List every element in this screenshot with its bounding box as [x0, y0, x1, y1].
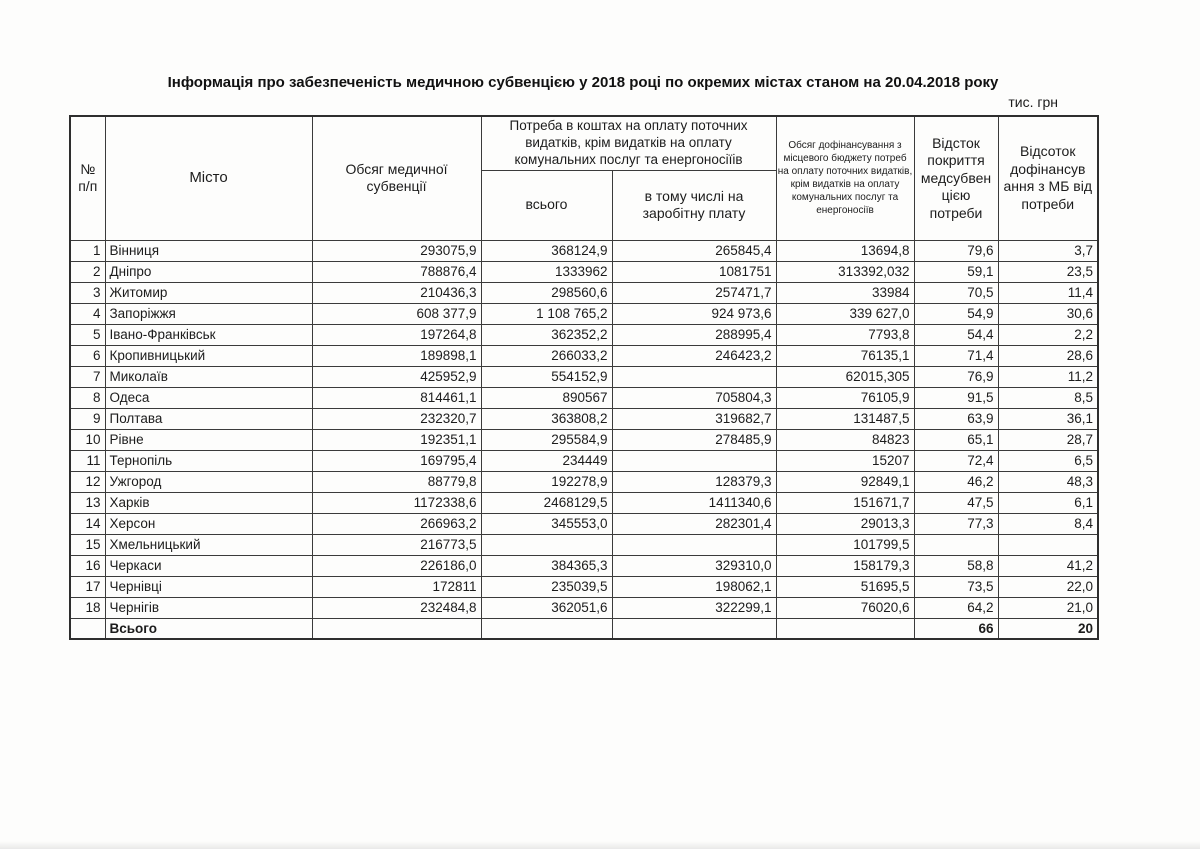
cell-cofinancing-pct: 20 — [998, 618, 1098, 639]
cell-city: Хмельницький — [105, 534, 312, 555]
cell-subvention: 1172338,6 — [312, 492, 481, 513]
cell-coverage-pct: 64,2 — [914, 597, 998, 618]
cell-cofinancing-pct: 28,6 — [998, 345, 1098, 366]
cell-num: 8 — [70, 387, 105, 408]
cell-need-total: 235039,5 — [481, 576, 612, 597]
cell-coverage-pct: 46,2 — [914, 471, 998, 492]
cell-need-salary: 257471,7 — [612, 282, 776, 303]
cell-subvention: 266963,2 — [312, 513, 481, 534]
cell-num: 11 — [70, 450, 105, 471]
cell-need-total: 363808,2 — [481, 408, 612, 429]
cell-need-salary — [612, 534, 776, 555]
cell-cofinancing: 101799,5 — [776, 534, 914, 555]
total-label: Всього — [105, 618, 312, 639]
cell-need-salary: 265845,4 — [612, 240, 776, 261]
cell-cofinancing: 62015,305 — [776, 366, 914, 387]
cell-subvention: 197264,8 — [312, 324, 481, 345]
cell-need-total: 192278,9 — [481, 471, 612, 492]
header-coverage-pct: Відсток покриття медсубвен цією потреби — [914, 116, 998, 240]
cell-city: Полтава — [105, 408, 312, 429]
cell-num: 18 — [70, 597, 105, 618]
cell-need-total: 295584,9 — [481, 429, 612, 450]
cell-cofinancing-pct: 23,5 — [998, 261, 1098, 282]
cell-cofinancing-pct: 22,0 — [998, 576, 1098, 597]
cell-city: Рівне — [105, 429, 312, 450]
cell-city: Івано-Франківськ — [105, 324, 312, 345]
cell-num: 1 — [70, 240, 105, 261]
table-row — [70, 408, 1098, 429]
table-row — [70, 366, 1098, 387]
cell-city: Чернівці — [105, 576, 312, 597]
cell-cofinancing: 84823 — [776, 429, 914, 450]
header-subvention: Обсяг медичної субвенції — [312, 116, 481, 240]
table-row — [70, 471, 1098, 492]
cell-need-total: 2468129,5 — [481, 492, 612, 513]
cell-city: Ужгород — [105, 471, 312, 492]
cell-coverage-pct: 54,9 — [914, 303, 998, 324]
table-row — [70, 429, 1098, 450]
cell-subvention: 210436,3 — [312, 282, 481, 303]
cell-cofinancing-pct: 6,1 — [998, 492, 1098, 513]
cell-need-total: 362352,2 — [481, 324, 612, 345]
cell-cofinancing: 33984 — [776, 282, 914, 303]
cell-coverage-pct: 72,4 — [914, 450, 998, 471]
header-cofinancing-pct: Відсоток дофінансув ання з МБ від потреби — [998, 116, 1098, 240]
cell-need-salary — [612, 450, 776, 471]
cell-city: Дніпро — [105, 261, 312, 282]
table-row — [70, 303, 1098, 324]
cell-coverage-pct: 79,6 — [914, 240, 998, 261]
cell-need-salary — [612, 618, 776, 639]
cell-cofinancing-pct — [998, 534, 1098, 555]
cell-subvention: 189898,1 — [312, 345, 481, 366]
cell-coverage-pct: 70,5 — [914, 282, 998, 303]
cell-subvention: 169795,4 — [312, 450, 481, 471]
cell-city: Херсон — [105, 513, 312, 534]
header-need-group: Потреба в коштах на оплату поточних видатків, крім видатків на оплату комунальних послуг та енергоносіїів — [481, 116, 776, 170]
cell-need-salary: 246423,2 — [612, 345, 776, 366]
cell-subvention: 192351,1 — [312, 429, 481, 450]
table-row — [70, 534, 1098, 555]
header-need-salary: в тому числі на заробітну плату — [612, 170, 776, 240]
total-row — [70, 618, 1098, 639]
table-row — [70, 513, 1098, 534]
table-body — [70, 240, 1098, 639]
cell-need-salary: 924 973,6 — [612, 303, 776, 324]
cell-cofinancing-pct: 41,2 — [998, 555, 1098, 576]
document-title: Інформація про забезпеченість медичною субвенцією у 2018 році по окремих містах станом на 20.04.2018 року — [167, 74, 999, 91]
cell-cofinancing: 339 627,0 — [776, 303, 914, 324]
table-row — [70, 597, 1098, 618]
cell-city: Запоріжжя — [105, 303, 312, 324]
cell-cofinancing: 131487,5 — [776, 408, 914, 429]
cell-subvention: 425952,9 — [312, 366, 481, 387]
cell-cofinancing: 7793,8 — [776, 324, 914, 345]
cell-num: 17 — [70, 576, 105, 597]
cell-cofinancing: 51695,5 — [776, 576, 914, 597]
cell-subvention: 232484,8 — [312, 597, 481, 618]
table-row — [70, 576, 1098, 597]
cell-cofinancing-pct: 8,5 — [998, 387, 1098, 408]
cell-coverage-pct: 66 — [914, 618, 998, 639]
cell-need-total — [481, 534, 612, 555]
cell-subvention: 608 377,9 — [312, 303, 481, 324]
cell-need-salary: 322299,1 — [612, 597, 776, 618]
cell-cofinancing: 158179,3 — [776, 555, 914, 576]
cell-num: 7 — [70, 366, 105, 387]
units-note: тис. грн — [1008, 94, 1058, 110]
cell-need-total — [481, 618, 612, 639]
cell-subvention: 788876,4 — [312, 261, 481, 282]
table-row — [70, 261, 1098, 282]
cell-cofinancing: 76020,6 — [776, 597, 914, 618]
cell-num: 14 — [70, 513, 105, 534]
cell-need-salary: 705804,3 — [612, 387, 776, 408]
cell-need-salary: 288995,4 — [612, 324, 776, 345]
cell-coverage-pct: 65,1 — [914, 429, 998, 450]
table-row — [70, 240, 1098, 261]
cell-need-salary: 278485,9 — [612, 429, 776, 450]
cell-num: 15 — [70, 534, 105, 555]
cell-cofinancing-pct: 6,5 — [998, 450, 1098, 471]
cell-cofinancing: 29013,3 — [776, 513, 914, 534]
cell-city: Вінниця — [105, 240, 312, 261]
cell-coverage-pct: 47,5 — [914, 492, 998, 513]
table-row — [70, 345, 1098, 366]
cell-need-total: 368124,9 — [481, 240, 612, 261]
cell-num: 5 — [70, 324, 105, 345]
cell-num: 16 — [70, 555, 105, 576]
cell-need-salary: 1081751 — [612, 261, 776, 282]
cell-coverage-pct: 63,9 — [914, 408, 998, 429]
header-city: Місто — [105, 116, 312, 240]
cell-subvention: 216773,5 — [312, 534, 481, 555]
cell-cofinancing-pct: 8,4 — [998, 513, 1098, 534]
cell-cofinancing-pct: 36,1 — [998, 408, 1098, 429]
cell-subvention: 814461,1 — [312, 387, 481, 408]
cell-need-salary: 1411340,6 — [612, 492, 776, 513]
cell-cofinancing-pct: 11,4 — [998, 282, 1098, 303]
cell-coverage-pct: 73,5 — [914, 576, 998, 597]
cell-coverage-pct — [914, 534, 998, 555]
table-row — [70, 450, 1098, 471]
cell-cofinancing-pct: 21,0 — [998, 597, 1098, 618]
cell-cofinancing: 313392,032 — [776, 261, 914, 282]
cell-need-total: 298560,6 — [481, 282, 612, 303]
cell-num: 12 — [70, 471, 105, 492]
cell-num: 6 — [70, 345, 105, 366]
cell-coverage-pct: 71,4 — [914, 345, 998, 366]
table-row — [70, 555, 1098, 576]
cell-city: Тернопіль — [105, 450, 312, 471]
cell-need-total: 362051,6 — [481, 597, 612, 618]
cell-coverage-pct: 91,5 — [914, 387, 998, 408]
cell-cofinancing-pct: 3,7 — [998, 240, 1098, 261]
cell-num: 10 — [70, 429, 105, 450]
cell-city: Харків — [105, 492, 312, 513]
cell-cofinancing-pct: 2,2 — [998, 324, 1098, 345]
cell-coverage-pct: 76,9 — [914, 366, 998, 387]
cell-city: Черкаси — [105, 555, 312, 576]
cell-need-total: 266033,2 — [481, 345, 612, 366]
cell-need-salary: 319682,7 — [612, 408, 776, 429]
cell-cofinancing: 15207 — [776, 450, 914, 471]
cell-need-total: 384365,3 — [481, 555, 612, 576]
cell-cofinancing-pct: 48,3 — [998, 471, 1098, 492]
cell-cofinancing: 13694,8 — [776, 240, 914, 261]
cell-cofinancing-pct: 30,6 — [998, 303, 1098, 324]
cell-cofinancing: 76105,9 — [776, 387, 914, 408]
cell-city: Миколаїв — [105, 366, 312, 387]
scan-shadow — [0, 841, 1200, 849]
cell-need-total: 345553,0 — [481, 513, 612, 534]
table-row — [70, 387, 1098, 408]
cell-cofinancing — [776, 618, 914, 639]
cell-num: 2 — [70, 261, 105, 282]
subvention-table — [69, 115, 1099, 640]
cell-subvention: 172811 — [312, 576, 481, 597]
cell-cofinancing-pct: 11,2 — [998, 366, 1098, 387]
cell-city: Кропивницький — [105, 345, 312, 366]
cell-need-salary — [612, 366, 776, 387]
cell-need-total: 1 108 765,2 — [481, 303, 612, 324]
cell-num: 3 — [70, 282, 105, 303]
cell-coverage-pct: 54,4 — [914, 324, 998, 345]
cell-num: 9 — [70, 408, 105, 429]
table-row — [70, 492, 1098, 513]
cell-need-total: 234449 — [481, 450, 612, 471]
cell-coverage-pct: 58,8 — [914, 555, 998, 576]
cell-subvention: 232320,7 — [312, 408, 481, 429]
cell-need-salary: 282301,4 — [612, 513, 776, 534]
cell-city: Чернігів — [105, 597, 312, 618]
cell-need-total: 1333962 — [481, 261, 612, 282]
table-row — [70, 282, 1098, 303]
header-num: № п/п — [70, 116, 105, 240]
cell-cofinancing-pct: 28,7 — [998, 429, 1098, 450]
cell-city: Одеса — [105, 387, 312, 408]
cell-need-salary: 329310,0 — [612, 555, 776, 576]
cell-need-total: 890567 — [481, 387, 612, 408]
cell-num: 13 — [70, 492, 105, 513]
cell-city: Житомир — [105, 282, 312, 303]
cell-need-salary: 198062,1 — [612, 576, 776, 597]
cell-subvention: 293075,9 — [312, 240, 481, 261]
cell-coverage-pct: 59,1 — [914, 261, 998, 282]
cell-num — [70, 618, 105, 639]
header-need-total: всього — [481, 170, 612, 240]
cell-cofinancing: 92849,1 — [776, 471, 914, 492]
table-row — [70, 324, 1098, 345]
cell-need-total: 554152,9 — [481, 366, 612, 387]
cell-coverage-pct: 77,3 — [914, 513, 998, 534]
cell-subvention — [312, 618, 481, 639]
cell-cofinancing: 151671,7 — [776, 492, 914, 513]
cell-subvention: 226186,0 — [312, 555, 481, 576]
cell-cofinancing: 76135,1 — [776, 345, 914, 366]
cell-need-salary: 128379,3 — [612, 471, 776, 492]
cell-num: 4 — [70, 303, 105, 324]
header-cofinancing: Обсяг дофінансування з місцевого бюджету потреб на оплату поточних видатків, крім видатків на оплату комунальних послуг та енергоносіїв — [776, 116, 914, 240]
cell-subvention: 88779,8 — [312, 471, 481, 492]
